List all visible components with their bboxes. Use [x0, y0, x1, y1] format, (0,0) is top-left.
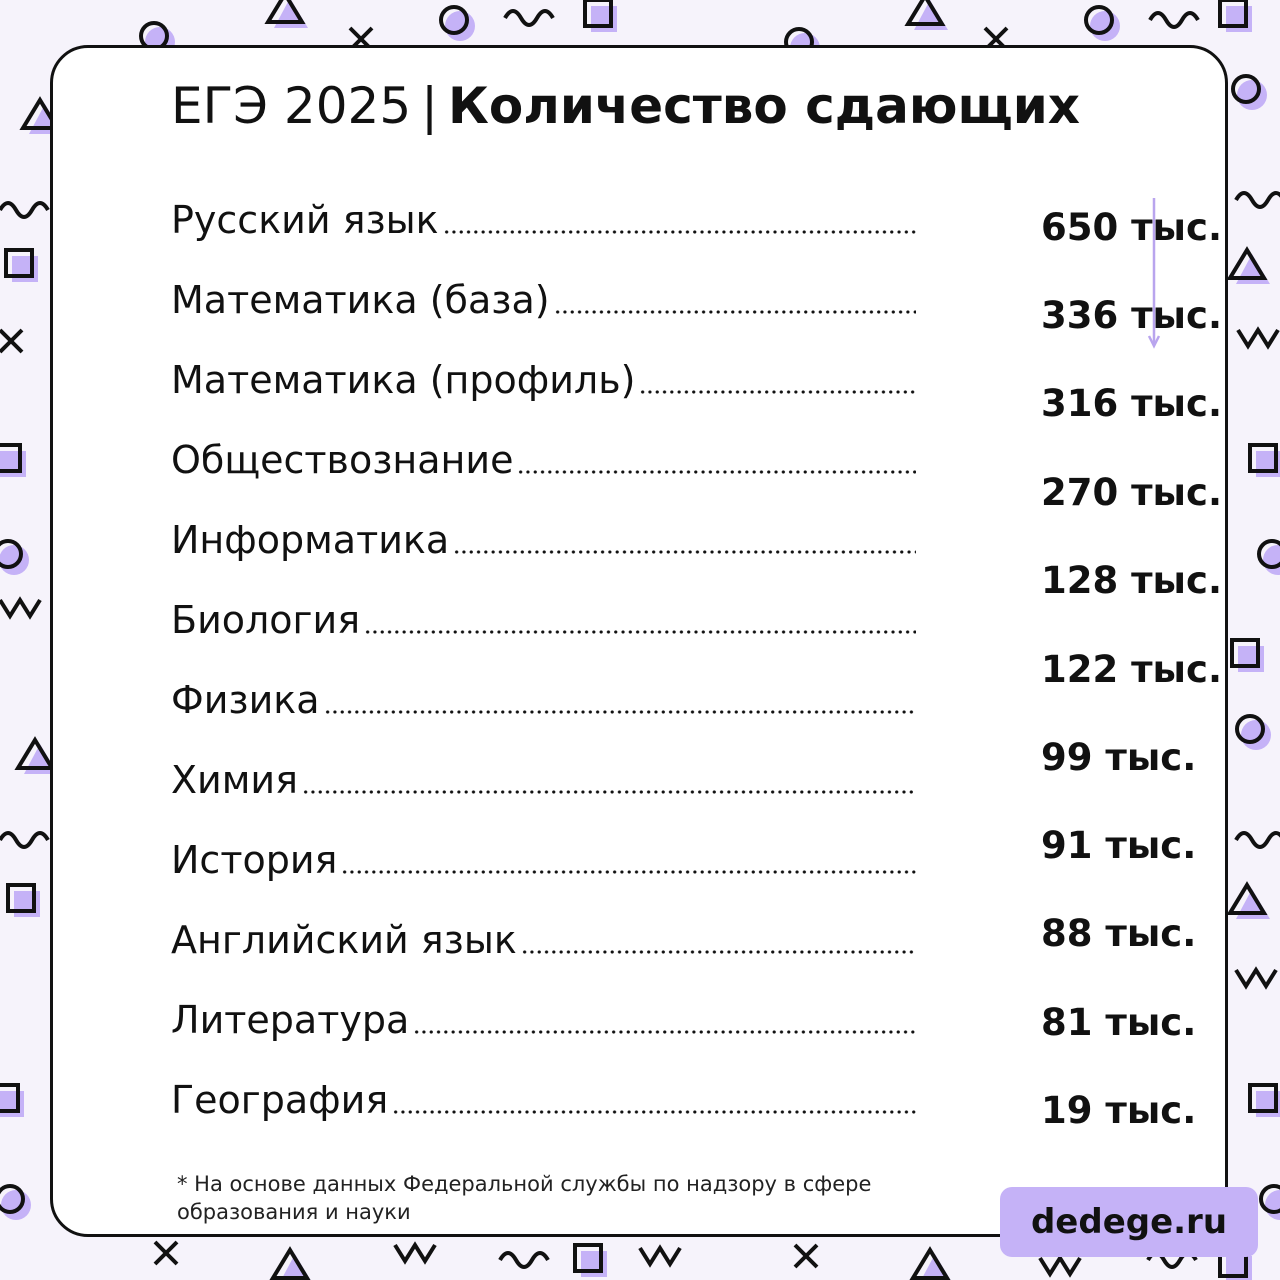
dot-leader: [453, 550, 916, 554]
list-item: [171, 583, 1223, 691]
dot-leader: [639, 390, 916, 394]
list-item: [171, 1063, 911, 1123]
dot-leader: [413, 1030, 916, 1034]
content-card: [50, 45, 1228, 1237]
subject-name: Математика (база): [171, 278, 550, 322]
dot-leader: [324, 710, 916, 714]
arrow-down-icon: [1147, 198, 1161, 350]
subject-count: 99 тыс.: [1041, 736, 1197, 779]
dot-leader: [521, 950, 916, 954]
dot-leader: [554, 310, 916, 314]
title-subtitle: Количество сдающих: [448, 77, 1081, 135]
list-item: [171, 343, 1223, 425]
list-item: [171, 183, 1223, 249]
title-separator: |: [421, 77, 438, 135]
subject-count: 270 тыс.: [1041, 471, 1223, 514]
subject-count: 128 тыс.: [1041, 559, 1223, 602]
dot-leader: [302, 790, 916, 794]
subject-count: 122 тыс.: [1041, 648, 1223, 691]
footnote: * На основе данных Федеральной службы по надзору в сфере образования и науки: [177, 1172, 872, 1224]
subject-name: Биология: [171, 598, 361, 642]
list-item: [171, 423, 1223, 514]
subject-name: История: [171, 838, 338, 882]
dot-leader: [341, 870, 916, 874]
dot-leader: [392, 1110, 916, 1114]
subject-count: 316 тыс.: [1041, 382, 1223, 425]
subject-name: Математика (профиль): [171, 358, 636, 402]
subject-count: 336 тыс.: [1041, 294, 1223, 337]
dot-leader: [364, 630, 916, 634]
subject-name: Обществознание: [171, 438, 514, 482]
dot-leader: [443, 230, 916, 234]
list-item: [171, 263, 1223, 337]
subject-count: 81 тыс.: [1041, 1001, 1197, 1044]
subject-name: Информатика: [171, 518, 450, 562]
title-exam: ЕГЭ 2025: [171, 77, 412, 135]
subject-name: Английский язык: [171, 918, 517, 962]
subject-name: Литература: [171, 998, 410, 1042]
subject-count: [1041, 1083, 1280, 1133]
subject-name: Русский язык: [171, 198, 439, 242]
subject-name: Физика: [171, 678, 320, 722]
subject-name: Химия: [171, 758, 298, 802]
subject-count: 19 тыс.: [1041, 1089, 1197, 1132]
subject-name: География: [171, 1078, 389, 1122]
brand-badge: dedege.ru: [1000, 1187, 1258, 1257]
page-title: [171, 74, 1161, 138]
subject-count: 91 тыс.: [1041, 824, 1197, 867]
subject-count: 650 тыс.: [1041, 206, 1223, 249]
subject-count: 88 тыс.: [1041, 912, 1197, 955]
dot-leader: [517, 470, 916, 474]
list-item: [171, 503, 1223, 602]
